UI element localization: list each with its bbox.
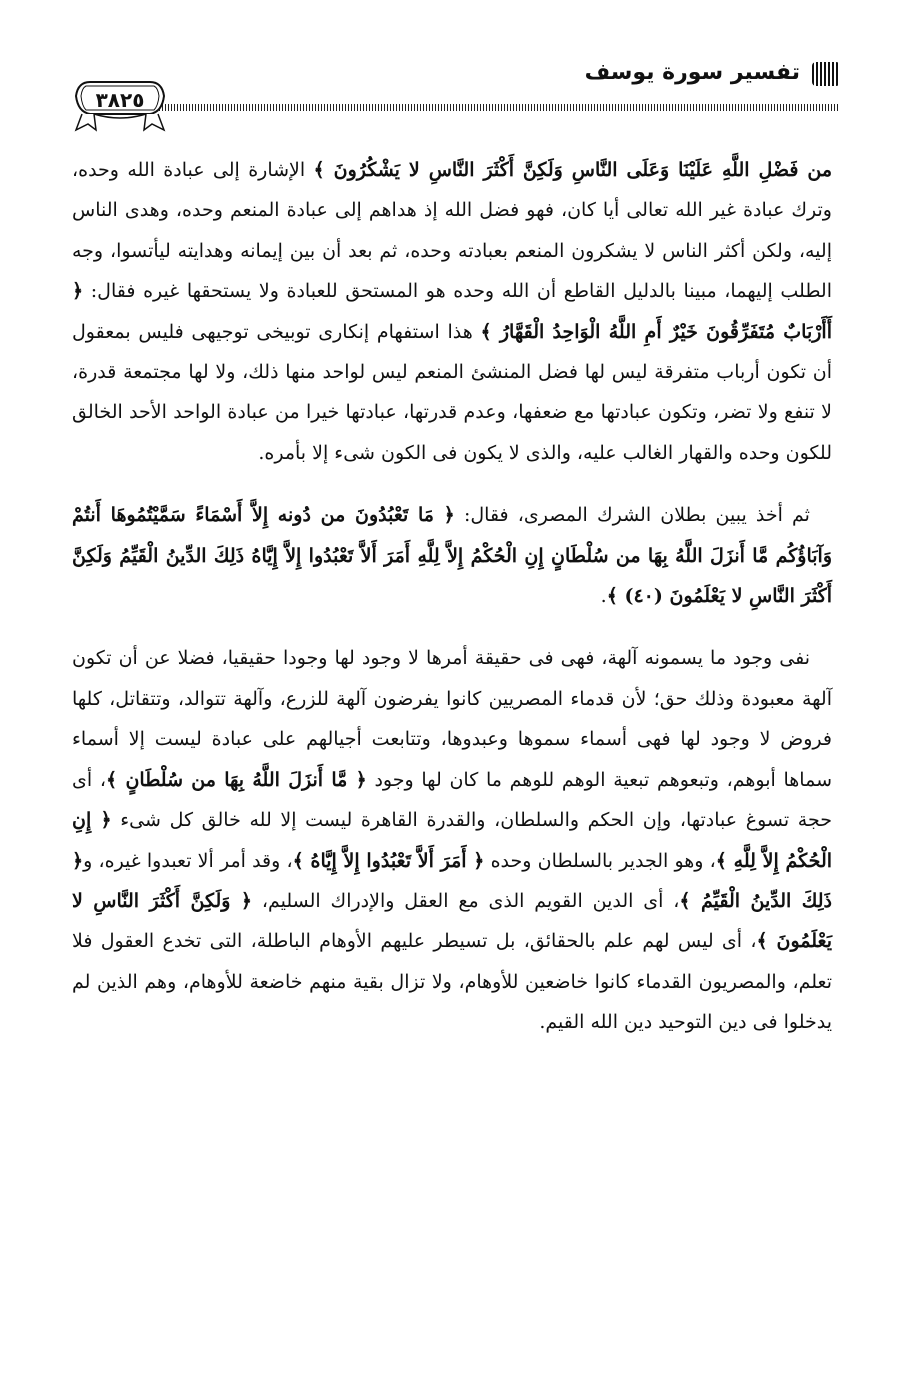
quran-verse: ﴿ وَلَكِنَّ أَكْثَرَ النَّاسِ لا يَعْلَمُونَ ﴾ xyxy=(72,889,832,953)
paragraph-1 xyxy=(72,150,832,473)
commentary-text: الإشارة إلى عبادة الله وحده، وترك عبادة غير الله تعالى أيا كان، فهو فضل الله إذ هداهم إلى عبادة المنعم وحده، وهدى الناس إليه، ولكن أكثر الناس لا يشكرون المنعم بعبادته وحده، ثم بعد أن بين إيمانه وهدايته ليأتسوا، وجه الطلب إليهما، مبينا بالدليل القاطع أن الله وحده هو المستحق للعبادة ولا يستحقها غيره فقال: xyxy=(72,159,833,303)
paragraph-2 xyxy=(72,495,832,616)
commentary-text: ، وقد أمر ألا تعبدوا غيره، و xyxy=(83,849,293,872)
running-title: تفسير سورة يوسف xyxy=(584,60,800,85)
commentary-text: ، وهو الجدير بالسلطان وحده xyxy=(484,849,716,872)
commentary-text: نفى وجود ما يسمونه آلهة، فهى فى حقيقة أمرها لا وجود لها وجودا حقيقيا، فضلا عن أن تكون آلهة معبودة وذلك حق؛ لأن قدماء المصريين كانوا يفرضون آلهة للزرع، وآلهة تتوالد، وتتقاتل، كلها فروض لا وجود لها فهى أسماء سموها وعبدوها، وتتابعت أجيالهم على عبادة ليست إلا أسماء سماها أبوهم، وتبعوهم تبعية الوهم للوهم ما كان لها وجود xyxy=(72,647,833,791)
body-text xyxy=(72,150,832,1065)
quran-verse: من فَضْلِ اللَّهِ عَلَيْنَا وَعَلَى النَّاسِ وَلَكِنَّ أَكْثَرَ النَّاسِ لا يَشْكُرُونَ ﴾ xyxy=(313,159,832,181)
commentary-text: هذا استفهام إنكارى توبيخى توجيهى فليس بمعقول أن تكون أرباب متفرقة ليس لها فضل المنشئ المنعم ليس لواحد منها ذلك، ولا لها مجتمعة قدرة، لا تنفع ولا تضر، وتكون عبادتها مع ضعفها، وعدم قدرتها، عبادتها خيرا من عبادة الواحد الأحد الخالق للكون وحده والقهار الغالب عليه، والذى لا يكون فى الكون شىء إلا بأمره. xyxy=(72,320,832,464)
commentary-text: ثم أخذ يبين بطلان الشرك المصرى، فقال: xyxy=(454,504,810,527)
quran-verse: ﴿ مَّا أَنزَلَ اللَّهُ بِهَا من سُلْطَانٍ ﴾ xyxy=(106,768,367,791)
quran-verse: ﴿ مَا تَعْبُدُونَ من دُونه إِلاَّ أَسْمَاءً سَمَّيْتُمُوهَا أَنتُمْ وَآبَاؤُكُم مَّا أَنزَلَ اللَّهُ بِهَا من سُلْطَانٍ إِنِ الْحُكْمُ إِلاَّ لِلَّهِ أَمَرَ أَلاَّ تَعْبُدُوا إِلاَّ إِيَّاهُ ذَلِكَ الدِّينُ الْقَيِّمُ وَلَكِنَّ أَكْثَرَ النَّاسِ لا يَعْلَمُونَ (٤٠) ﴾ xyxy=(72,504,832,608)
quran-verse: ﴿ أَأَرْبَابٌ مُتَفَرِّقُونَ خَيْرٌ أَمِ اللَّهُ الْوَاحِدُ الْقَهَّارُ ﴾ xyxy=(72,280,832,343)
flower-ornament-icon xyxy=(812,62,840,86)
page-number: ٣٨٢٥ xyxy=(95,88,145,112)
commentary-text: . xyxy=(600,585,607,608)
quran-verse: ﴿ ذَلِكَ الدِّينُ الْقَيِّمُ ﴾ xyxy=(72,849,832,912)
header-rule xyxy=(150,104,838,111)
commentary-text: ، أى حجة تسوغ عبادتها، وإن الحكم والسلطان، والقدرة القاهرة ليست إلا لله خالق كل شىء xyxy=(72,768,833,832)
quran-verse: ﴿ إِنِ الْحُكْمُ إِلاَّ لِلَّهِ ﴾ xyxy=(72,809,833,872)
commentary-text: ، أى الدين القويم الذى مع العقل والإدراك السليم، xyxy=(251,889,680,912)
page-number-badge xyxy=(72,74,168,134)
commentary-text: ، أى ليس لهم علم بالحقائق، بل تسيطر عليهم الأوهام الباطلة، التى تخدع العقول فلا تعلم، والمصريون القدماء كانوا خاضعين للأوهام، ولا تزال بقية منهم خاضعة للأوهام، وهم الذين لم يدخلوا فى دين التوحيد دين الله القيم. xyxy=(72,930,832,1034)
paragraph-3 xyxy=(72,638,832,1042)
page-header xyxy=(60,52,840,132)
quran-verse: ﴿ أَمَرَ أَلاَّ تَعْبُدُوا إِلاَّ إِيَّاهُ ﴾ xyxy=(292,849,485,872)
